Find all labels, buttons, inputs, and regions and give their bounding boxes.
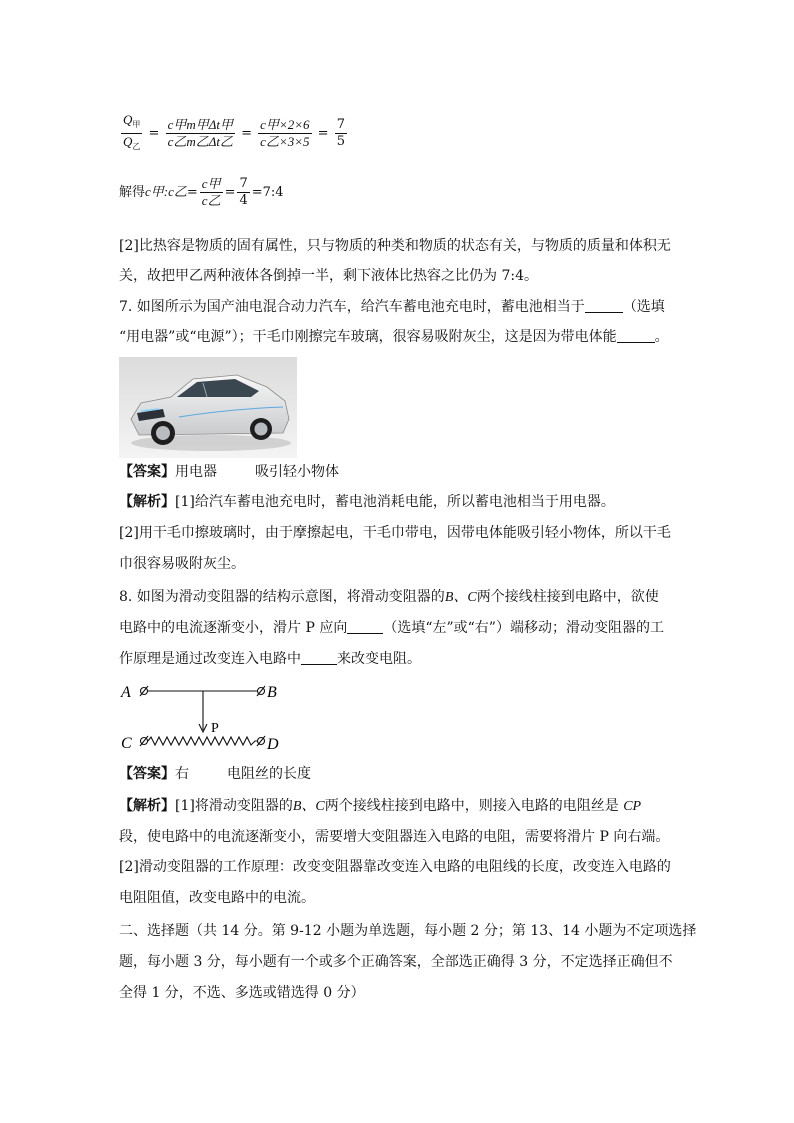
q8-analysis-1: 【解析】[1]将滑动变阻器的B、C两个接线柱接到电路中，则接入电路的电阻丝是 CP bbox=[119, 798, 642, 814]
paragraph-line: 题，每小题 3 分，每小题有一个或多个正确答案，全部选正确得 3 分，不定选择正确但不 bbox=[119, 954, 673, 970]
paragraph-line: 全得 1 分，不选、多选或错选得 0 分） bbox=[119, 985, 365, 1001]
fraction-substituted bbox=[258, 117, 311, 150]
resistance-wire bbox=[148, 737, 257, 745]
label-c: C bbox=[121, 735, 132, 752]
fraction-c-ratio bbox=[200, 176, 223, 209]
fraction-denominator: c乙 bbox=[201, 193, 221, 208]
fraction-value bbox=[237, 176, 249, 209]
q8-line-1: 8. 如图为滑动变阻器的结构示意图，将滑动变阻器的B、C两个接线柱接到电路中，欲使 bbox=[119, 589, 659, 605]
fraction-denominator: c乙m乙Δt乙 bbox=[167, 134, 233, 149]
rheostat-diagram bbox=[119, 680, 299, 755]
label-p: P bbox=[211, 721, 219, 736]
solve-line: 解得c甲:c乙= $\frac{\text{c甲}}{\text{c乙}}$ = $\frac{7}{4}$ =7:4 bbox=[119, 176, 284, 208]
label-b: B bbox=[267, 684, 277, 701]
section-heading: 二、选择题（共 14 分。第 9-12 小题为单选题，每小题 2 分；第 13、14 小题为不定项选择 bbox=[119, 923, 697, 939]
q7-analysis-1: 【解析】[1]给汽车蓄电池充电时，蓄电池消耗电能，所以蓄电池相当于用电器。 bbox=[119, 494, 615, 510]
paragraph-line: [2]用干毛巾擦玻璃时，由于摩擦起电，干毛巾带电，因带电体能吸引轻小物体，所以干毛 bbox=[119, 525, 671, 541]
q7-line-2: “用电器”或“电源”）；干毛巾刚擦完车玻璃，很容易吸附灰尘，这是因为带电体能 。 bbox=[119, 329, 669, 345]
answer-blank bbox=[347, 633, 383, 634]
answer-blank bbox=[617, 342, 655, 343]
paragraph-line: [2]比热容是物质的固有属性，只与物质的种类和物质的状态有关，与物质的质量和体积无 bbox=[119, 238, 671, 254]
heat-ratio-formula: $\frac{Q_甲}{Q_乙}$ = $\frac{\text{c甲m甲Δt甲}}{\text{c乙m乙Δt乙}}$ = $\frac{\text{c甲×2×6}}{\text{c乙×3×5}}$ = $\frac{7}{5}$ bbox=[119, 112, 679, 156]
solve-prefix: 解得 bbox=[119, 185, 146, 200]
fraction-q-ratio: $\frac{Q_甲}{Q_乙}$ bbox=[123, 112, 141, 151]
solve-ratio: c甲:c乙 bbox=[145, 184, 187, 199]
fraction-numerator: 7 bbox=[239, 176, 248, 191]
q8-line-2: 电路中的电流逐渐变小，滑片 P 应向 （选填“左”或“右”）端移动；滑动变阻器的工 bbox=[119, 620, 664, 636]
fraction-denominator: c乙×3×5 bbox=[260, 134, 310, 149]
fraction-numerator: c甲×2×6 bbox=[260, 117, 310, 132]
fraction-numerator: 7 bbox=[336, 117, 345, 132]
paragraph-line: 段，使电路中的电流逐渐变小，需要增大变阻器连入电路的电阻，需要将滑片 P 向右端。 bbox=[119, 829, 670, 845]
solve-result: =7:4 bbox=[251, 185, 284, 200]
paragraph-line: 巾很容易吸附灰尘。 bbox=[119, 556, 245, 572]
paragraph-line: 关，故把甲乙两种液体各倒掉一半，剩下液体比热容之比仍为 7:4。 bbox=[119, 268, 538, 284]
fraction-cmt-ratio bbox=[166, 117, 235, 150]
answer-blank bbox=[301, 664, 337, 665]
hybrid-car-image bbox=[119, 357, 297, 458]
paragraph-line: 电阻阻值，改变电路中的电流。 bbox=[119, 890, 315, 906]
paragraph-line: [2]滑动变阻器的工作原理：改变变阻器靠改变连入电路的电阻线的长度，改变连入电路的 bbox=[119, 859, 671, 875]
fraction-numerator: c甲m甲Δt甲 bbox=[167, 117, 233, 132]
fraction-numerator: c甲 bbox=[201, 176, 221, 191]
q7-line-1: 7. 如图所示为国产油电混合动力汽车，给汽车蓄电池充电时，蓄电池相当于 （选填 bbox=[119, 299, 665, 315]
q8-line-3: 作原理是通过改变连入电路中 来改变电阻。 bbox=[119, 651, 421, 667]
label-d: D bbox=[267, 736, 279, 753]
q7-answer: 【答案】用电器 吸引轻小物体 bbox=[119, 464, 339, 480]
q8-answer: 【答案】右 电阻丝的长度 bbox=[119, 766, 311, 782]
fraction-result bbox=[335, 117, 347, 150]
label-a: A bbox=[121, 684, 131, 701]
answer-blank bbox=[585, 312, 623, 313]
fraction-denominator: 5 bbox=[336, 134, 345, 149]
fraction-denominator: 4 bbox=[239, 193, 248, 208]
